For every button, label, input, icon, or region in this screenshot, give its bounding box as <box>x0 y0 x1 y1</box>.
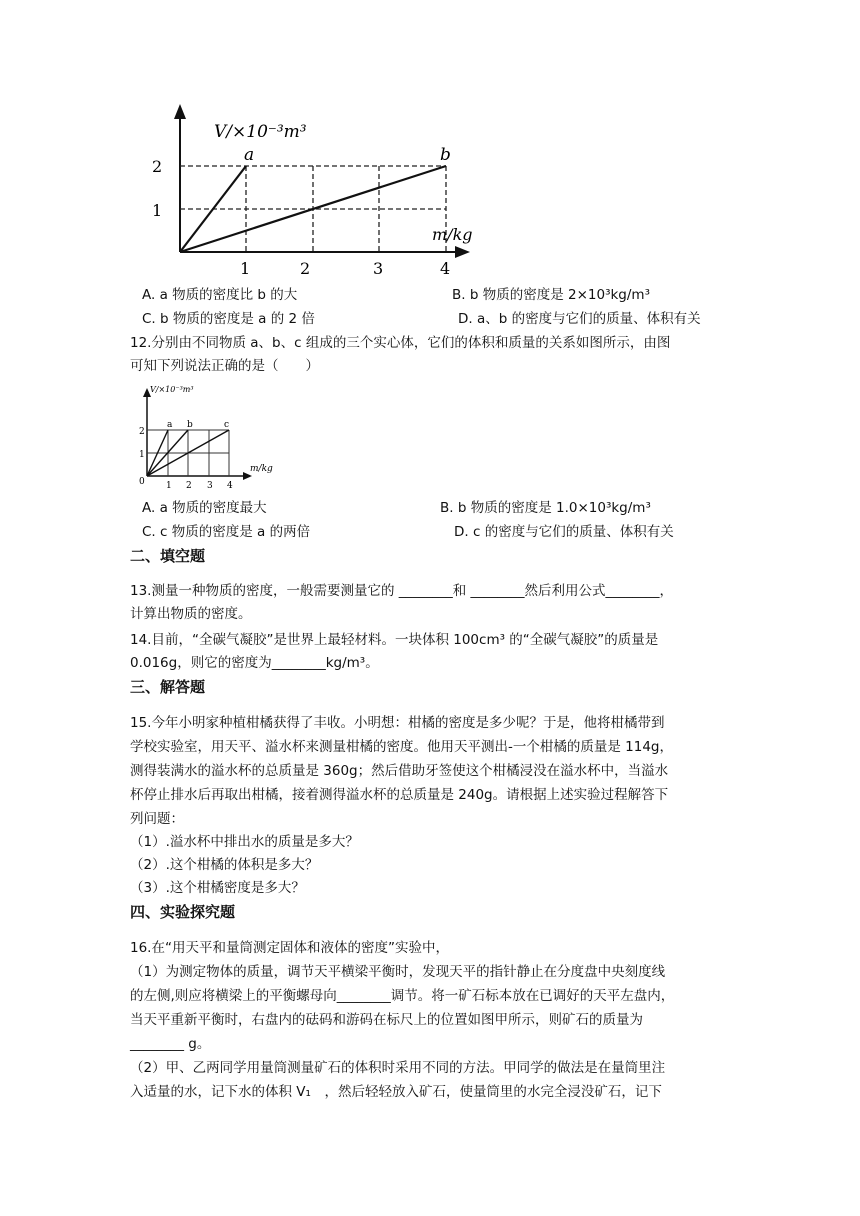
x-tick-label: 4 <box>227 481 233 491</box>
y-tick-label: 1 <box>139 450 145 460</box>
x-tick-label: 0 <box>139 477 145 487</box>
q15-subquestion: （3）.这个柑橘密度是多大？ <box>130 880 305 896</box>
y-tick-label: 2 <box>139 427 145 437</box>
q12-option-d: D. c 的密度与它们的质量、体积有关 <box>454 524 674 540</box>
x-tick-label: 2 <box>186 481 192 491</box>
x-tick-label: 2 <box>300 259 311 278</box>
y-axis-arrow <box>174 104 186 119</box>
q12-option-c: C. c 物质的密度是 a 的两倍 <box>142 524 311 540</box>
density-graph-1 <box>0 0 860 290</box>
section-heading: 四、实验探究题 <box>130 903 236 921</box>
q13-text-line: 计算出物质的密度。 <box>130 606 252 622</box>
x-tick-label: 4 <box>440 259 451 278</box>
q12-option-b: B. b 物质的密度是 1.0×10³kg/m³ <box>440 500 651 516</box>
q16-text-line: ________ g。 <box>130 1036 211 1052</box>
q12-text-line: 12.分别由不同物质 a、b、c 组成的三个实心体，它们的体积和质量的关系如图所示，由图 <box>130 335 671 351</box>
x-axis-label: m/kg <box>250 464 273 474</box>
q14-text-line: 0.016g，则它的密度为________kg/m³。 <box>130 655 379 671</box>
q13-text-line: 13.测量一种物质的密度，一般需要测量它的 ________和 ________然后利用公式________， <box>130 583 674 599</box>
y-tick-label: 2 <box>152 157 163 176</box>
q16-text-line: 入适量的水，记下水的体积 V₁ ，然后轻轻放入矿石，使量筒里的水完全浸没矿石，记下 <box>130 1084 662 1100</box>
q16-text-line: （1）为测定物体的质量，调节天平横梁平衡时，发现天平的指针静止在分度盘中央刻度线 <box>130 964 666 980</box>
x-tick-label: 3 <box>373 259 384 278</box>
x-axis-arrow <box>455 246 470 258</box>
y-axis-label: V/×10⁻³m³ <box>214 122 307 142</box>
q16-text-line: 当天平重新平衡时，右盘内的砝码和游码在标尺上的位置如图甲所示，则矿石的质量为 <box>130 1012 643 1028</box>
x-tick-label: 1 <box>166 481 172 491</box>
q15-text-line: 测得装满水的溢水杯的总质量是 360g；然后借助牙签使这个柑橘浸没在溢水杯中，当溢水 <box>130 763 669 779</box>
x-tick-label: 1 <box>240 259 251 278</box>
line-label-b: b <box>440 145 451 165</box>
x-axis-label: m/kg <box>432 225 473 244</box>
q11-option-b: B. b 物质的密度是 2×10³kg/m³ <box>452 287 650 303</box>
q16-text-line: 的左侧,则应将横梁上的平衡螺母向________调节。将一矿石标本放在已调好的天平左盘内， <box>130 988 675 1004</box>
y-tick-label: 1 <box>152 201 163 220</box>
q15-text-line: 学校实验室，用天平、溢水杯来测量柑橘的密度。他用天平测出-一个柑橘的质量是 114g， <box>130 739 673 755</box>
y-axis-label: V/×10⁻³m³ <box>150 385 194 394</box>
q11-option-d: D. a、b 的密度与它们的质量、体积有关 <box>458 311 701 327</box>
line-label-a: a <box>167 420 173 430</box>
line-label-b: b <box>187 420 193 430</box>
q15-text-line: 15.今年小明家种植柑橘获得了丰收。小明想：柑橘的密度是多少呢？于是，他将柑橘带到 <box>130 715 665 731</box>
section-heading: 三、解答题 <box>130 678 206 696</box>
q12-text-line: 可知下列说法正确的是（ ） <box>130 358 319 374</box>
q12-option-a: A. a 物质的密度最大 <box>142 500 267 516</box>
line-label-a: a <box>244 145 255 165</box>
q11-option-c: C. b 物质的密度是 a 的 2 倍 <box>142 311 315 327</box>
x-tick-label: 3 <box>207 481 213 491</box>
q15-subquestion: （1）.溢水杯中排出水的质量是多大？ <box>130 834 359 850</box>
q14-text-line: 14.目前，“全碳气凝胶”是世界上最轻材料。一块体积 100cm³ 的“全碳气凝胶”的质量是 <box>130 632 659 648</box>
section-heading: 二、填空题 <box>130 547 206 565</box>
q15-subquestion: （2）.这个柑橘的体积是多大？ <box>130 857 319 873</box>
q16-text-line: （2）甲、乙两同学用量筒测量矿石的体积时采用不同的方法。甲同学的做法是在量筒里注 <box>130 1060 666 1076</box>
line-label-c: c <box>224 420 230 430</box>
q11-option-a: A. a 物质的密度比 b 的大 <box>142 287 298 303</box>
density-graph-2 <box>0 380 860 500</box>
q15-text-line: 杯停止排水后再取出柑橘，接着测得溢水杯的总质量是 240g。请根据上述实验过程解答下 <box>130 787 669 803</box>
q15-text-line: 列问题： <box>130 811 184 827</box>
q16-text-line: 16.在“用天平和量筒测定固体和液体的密度”实验中， <box>130 940 449 956</box>
